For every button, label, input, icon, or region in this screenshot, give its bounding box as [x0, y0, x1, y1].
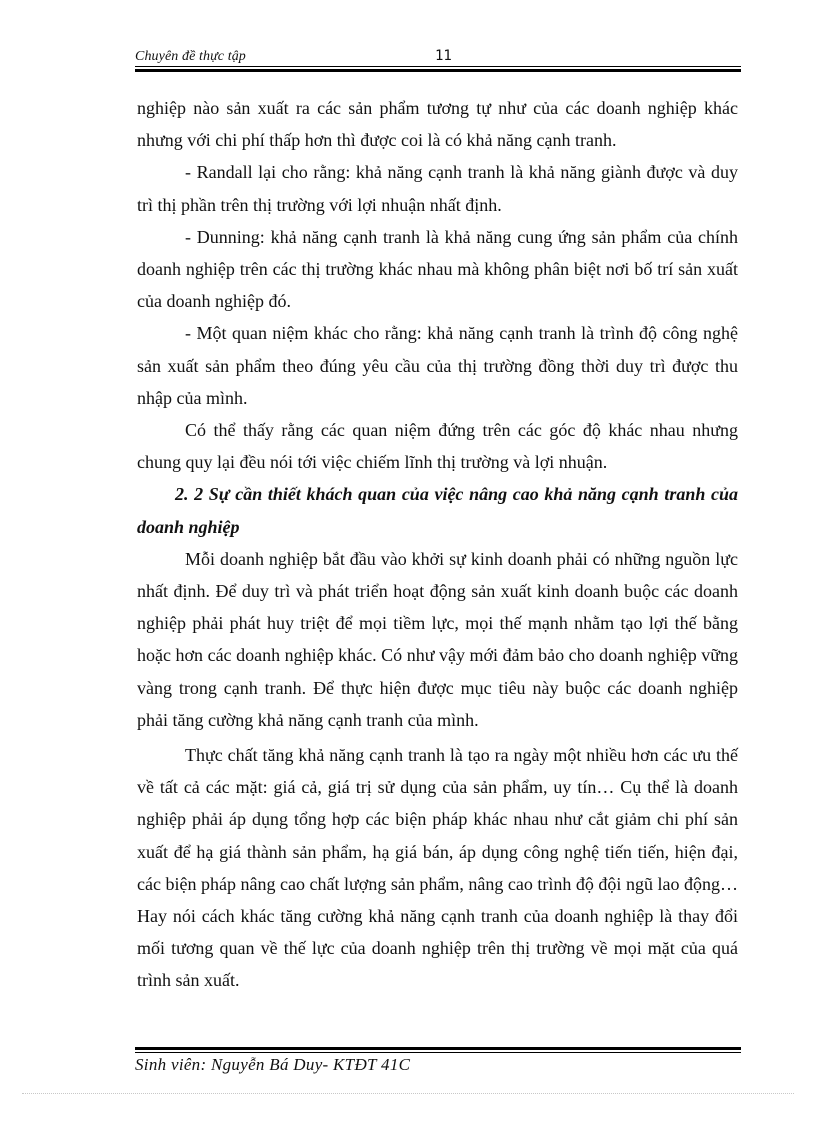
paragraph: - Randall lại cho rằng: khả năng cạnh tranh là khả năng giành được và duy trì thị phần trên thị trường với lợi nhuận nhất định.	[137, 162, 738, 215]
page-number: 11	[435, 48, 452, 64]
section-heading: 2. 2 Sự cần thiết khách quan của việc nâng cao khả năng cạnh tranh của doanh nghiệp	[137, 484, 738, 537]
paragraph: Có thể thấy rằng các quan niệm đứng trên các góc độ khác nhau nhưng chung quy lại đều nói tới việc chiếm lĩnh thị trường và lợi nhuận.	[137, 420, 738, 473]
body-text	[137, 92, 738, 997]
page-footer	[135, 1044, 741, 1084]
footer-text: Sinh viên: Nguyễn Bá Duy- KTĐT 41C	[135, 1055, 411, 1074]
paragraph: - Một quan niệm khác cho rằng: khả năng cạnh tranh là trình độ công nghệ sản xuất sản phẩm theo đúng yêu cầu của thị trường đồng thời duy trì được thu nhập của mình.	[137, 323, 738, 408]
header-rule-thin	[135, 66, 741, 67]
footer-rule-thick	[135, 1047, 741, 1050]
page-edge-dotted-line	[22, 1093, 794, 1094]
page-header	[135, 44, 741, 74]
paragraph: nghiệp nào sản xuất ra các sản phẩm tương tự như của các doanh nghiệp khác nhưng với chi phí thấp hơn thì được coi là có khả năng cạnh tranh.	[137, 98, 738, 151]
footer-rule-thin	[135, 1052, 741, 1053]
paragraph: Thực chất tăng khả năng cạnh tranh là tạo ra ngày một nhiều hơn các ưu thế về tất cả các mặt: giá cả, giá trị sử dụng của sản phẩm, uy tín… Cụ thể là doanh nghiệp phải áp dụng tổng hợp các biện pháp khác nhau như cắt giảm chi phí sản xuất để hạ giá thành sản phẩm, hạ giá bán, áp dụng công nghệ tiến tiến, hiện đại, các biện pháp nâng cao chất lượng sản phẩm, nâng cao trình độ đội ngũ lao động… Hay nói cách khác tăng cường khả năng cạnh tranh của doanh nghiệp là thay đổi mối tương quan về thế lực của doanh nghiệp trên thị trường về mọi mặt của quá trình sản xuất.	[137, 745, 738, 991]
paragraph: Mỗi doanh nghiệp bắt đầu vào khởi sự kinh doanh phải có những nguồn lực nhất định. Để duy trì và phát triển hoạt động sản xuất kinh doanh buộc các doanh nghiệp phải phát huy triệt để mọi tiềm lực, mọi thế mạnh nhằm tạo lợi thế bằng hoặc hơn các doanh nghiệp khác. Có như vậy mới đảm bảo cho doanh nghiệp vững vàng trong cạnh tranh. Để thực hiện được mục tiêu này buộc các doanh nghiệp phải tăng cường khả năng cạnh tranh của mình.	[137, 548, 738, 730]
header-title: Chuyên đề thực tập	[135, 49, 246, 64]
header-rule-thick	[135, 69, 741, 72]
paragraph: - Dunning: khả năng cạnh tranh là khả năng cung ứng sản phẩm của chính doanh nghiệp trên các thị trường khác nhau mà không phân biệt nơi bố trí sản xuất của doanh nghiệp đó.	[137, 226, 738, 312]
